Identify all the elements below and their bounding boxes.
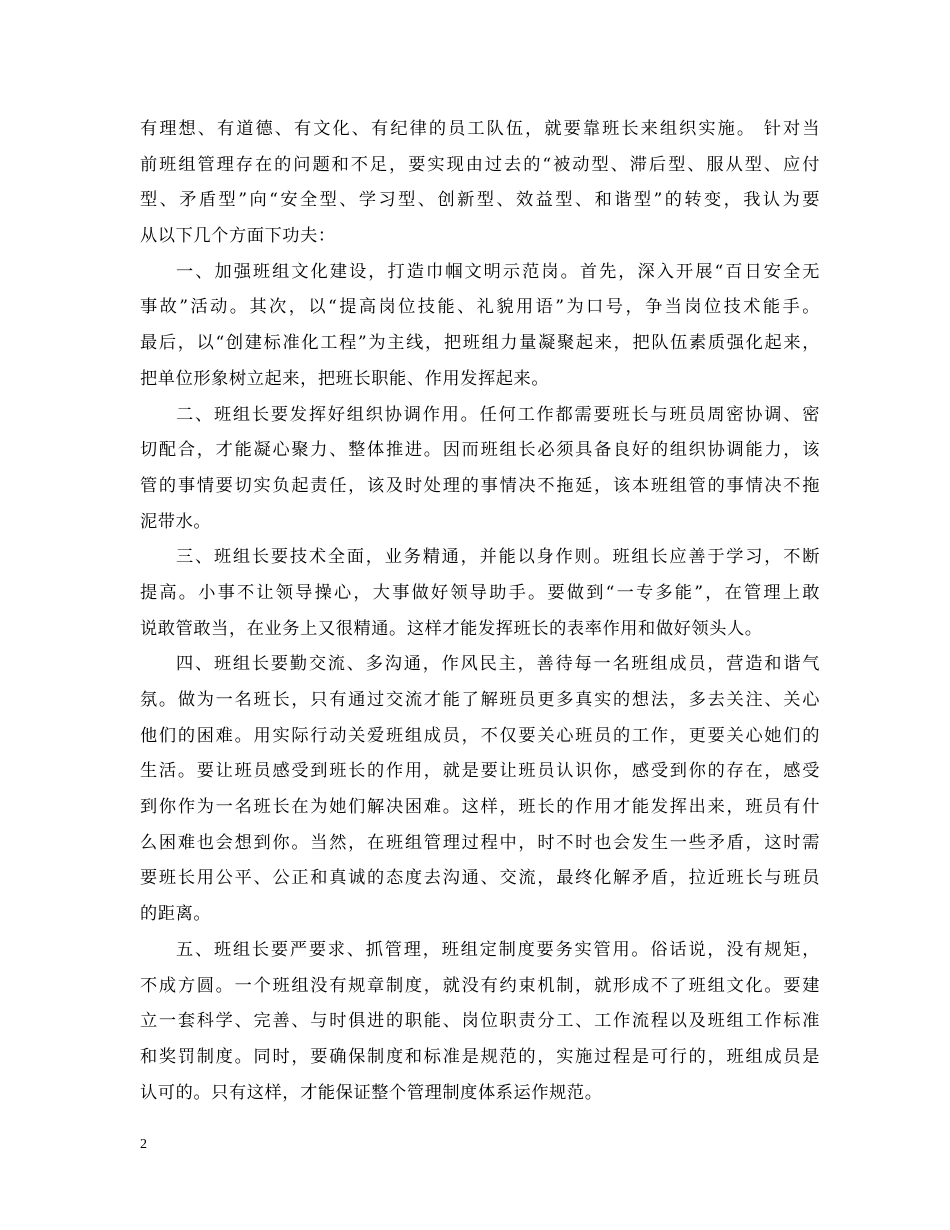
text-line: 生活。要让班员感受到班长的作用，就是要让班员认识你，感受到你的存在，感受 bbox=[140, 761, 820, 782]
text-line: 二、班组长要发挥好组织协调作用。任何工作都需要班长与班员周密协调、密 bbox=[176, 404, 820, 425]
text-line: 提高。小事不让领导操心，大事做好领导助手。要做到“一专多能”，在管理上敢 bbox=[140, 582, 820, 603]
text-line: 四、班组长要勤交流、多沟通，作风民主，善待每一名班组成员，营造和谐气 bbox=[176, 654, 820, 675]
text-line: 有理想、有道德、有文化、有纪律的员工队伍，就要靠班长来组织实施。 针对当 bbox=[140, 119, 820, 139]
text-line: 立一套科学、完善、与时俱进的职能、岗位职责分工、工作流程以及班组工作标准 bbox=[140, 1011, 820, 1032]
text-line: 氛。做为一名班长，只有通过交流才能了解班员更多真实的想法，多去关注、关心 bbox=[140, 690, 820, 710]
text-line: 五、班组长要严要求、抓管理，班组定制度要务实管用。俗话说，没有规矩， bbox=[176, 939, 820, 960]
text-line: 一、加强班组文化建设，打造巾帼文明示范岗。首先，深入开展“百日安全无 bbox=[176, 261, 820, 282]
text-line: 要班长用公平、公正和真诚的态度去沟通、交流，最终化解矛盾，拉近班长与班员 bbox=[140, 868, 820, 889]
text-line: 把单位形象树立起来，把班长职能、作用发挥起来。 bbox=[140, 368, 550, 389]
text-line: 型、矛盾型”向“安全型、学习型、创新型、效益型、和谐型”的转变，我认为要 bbox=[140, 190, 820, 211]
paragraph-3 bbox=[140, 540, 820, 647]
text-line: 到你作为一名班长在为她们解决困难。这样，班长的作用才能发挥出来，班员有什 bbox=[140, 797, 820, 818]
page-number: 2 bbox=[140, 1137, 147, 1152]
text-line: 和奖罚制度。同时，要确保制度和标准是规范的，实施过程是可行的，班组成员是 bbox=[140, 1046, 820, 1067]
text-line: 不成方圆。一个班组没有规章制度，就没有约束机制，就形成不了班组文化。要建 bbox=[140, 975, 820, 996]
text-line: 事故”活动。其次，以“提高岗位技能、礼貌用语”为口号，争当岗位技术能手。 bbox=[140, 297, 820, 318]
paragraph-2 bbox=[140, 398, 820, 541]
document-body bbox=[140, 112, 820, 1111]
text-line: 前班组管理存在的问题和不足，要实现由过去的“被动型、滞后型、服从型、应付 bbox=[140, 154, 820, 175]
paragraph-5 bbox=[140, 933, 820, 1111]
text-line: 最后，以“创建标准化工程”为主线，把班组力量凝聚起来，把队伍素质强化起来， bbox=[140, 333, 820, 354]
paragraph-intro bbox=[140, 112, 820, 255]
text-line: 管的事情要切实负起责任，该及时处理的事情决不拖延，该本班组管的事情决不拖 bbox=[140, 475, 820, 496]
text-line: 切配合，才能凝心聚力、整体推进。因而班组长必须具备良好的组织协调能力，该 bbox=[140, 440, 820, 461]
paragraph-4 bbox=[140, 647, 820, 933]
text-line: 他们的困难。用实际行动关爱班组成员，不仅要关心班员的工作，更要关心她们的 bbox=[140, 725, 820, 746]
text-line: 的距离。 bbox=[140, 904, 212, 925]
text-line: 么困难也会想到你。当然，在班组管理过程中，时不时也会发生一些矛盾，这时需 bbox=[140, 832, 820, 853]
text-line: 从以下几个方面下功夫： bbox=[140, 226, 336, 247]
paragraph-1 bbox=[140, 255, 820, 398]
text-line: 认可的。只有这样，才能保证整个管理制度体系运作规范。 bbox=[140, 1082, 603, 1103]
text-line: 泥带水。 bbox=[140, 511, 212, 532]
text-line: 说敢管敢当，在业务上又很精通。这样才能发挥班长的表率作用和做好领头人。 bbox=[140, 618, 763, 639]
text-line: 三、班组长要技术全面，业务精通，并能以身作则。班组长应善于学习，不断 bbox=[176, 547, 820, 568]
